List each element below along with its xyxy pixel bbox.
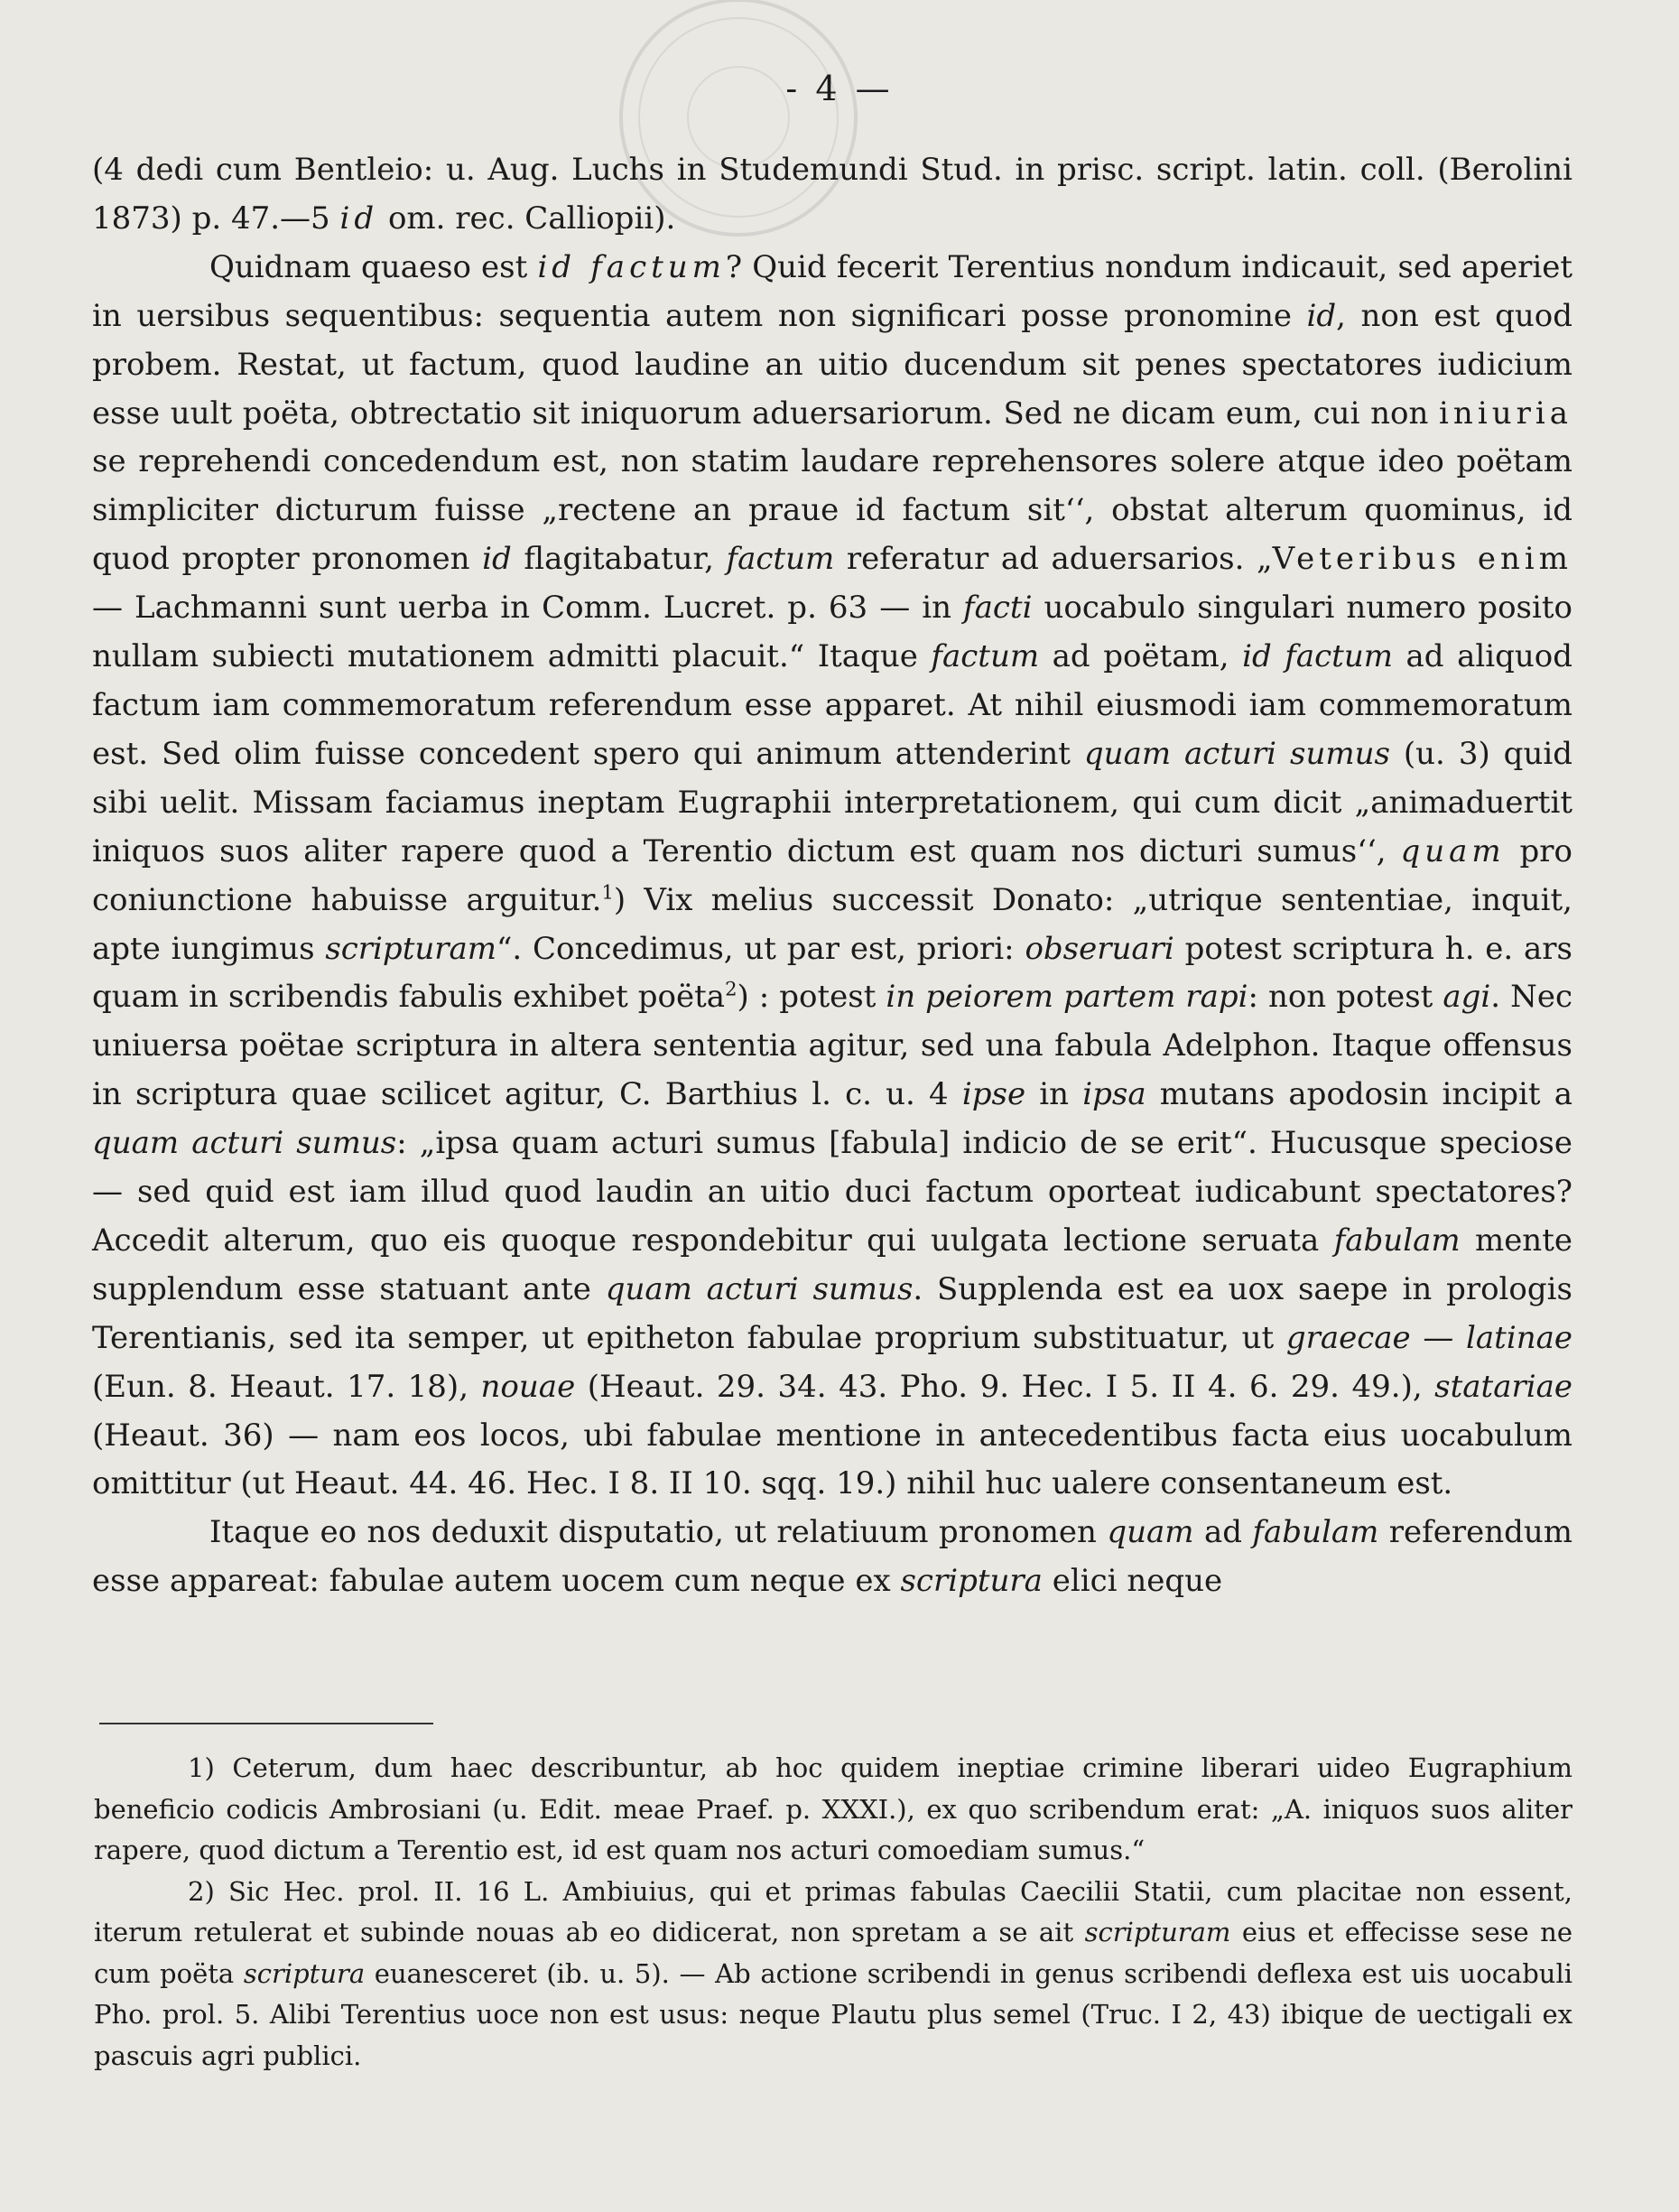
main-text	[92, 146, 1572, 1606]
paragraph-discussion: Quidnam quaeso est id factum? Quid fecerit Terentius nondum indicauit, sed aperiet in uersibus sequentibus: sequentia autem non significari posse pronomine id, non est quod probem. Restat, ut factum, quod laudine an uitio ducendum sit penes spectatores iudicium esse uult poëta, obtrectatio sit iniquorum aduersariorum. Sed ne dicam eum, cui non iniuria se reprehendi concedendum est, non statim laudare reprehensores solere atque ideo poëtam simpliciter dicturum fuisse „rectene an praue id factum sit‘‘, obstat alterum quominus, id quod propter pronomen id flagitabatur, factum referatur ad aduersarios. „Veteribus enim — Lachmanni sunt uerba in Comm. Lucret. p. 63 — in facti uocabulo singulari numero posito nullam subiecti mutationem admitti placuit.“ Itaque factum ad poëtam, id factum ad aliquod factum iam commemoratum referendum esse apparet. At nihil eiusmodi iam commemoratum est. Sed olim fuisse concedent spero qui animum attenderint quam acturi sumus (u. 3) quid sibi uelit. Missam faciamus ineptam Eugraphii interpretationem, qui cum dicit „animaduertit iniquos suos aliter rapere quod a Terentio dictum est quam nos dicturi sumus‘‘, quam pro coniunctione habuisse arguitur.$^1$) Vix melius successit Donato: „utrique sententiae, inquit, apte iungimus scripturam“. Concedimus, ut par est, priori: obseruari potest scriptura h. e. ars quam in scribendis fabulis exhibet poëta$^2$) : potest in peiorem partem rapi: non potest agi. Nec uniuersa poëtae scriptura in altera sententia agitur, sed una fabula Adelphon. Itaque offensus in scriptura quae scilicet agitur, C. Barthius l. c. u. 4 ipse in ipsa mutans apodosin incipit a quam acturi sumus: „ipsa quam acturi sumus [fabula] indicio de se erit“. Hucusque speciose — sed quid est iam illud quod laudin an uitio duci factum oporteat iudicabunt spectatores? Accedit alterum, quo eis quoque respondebitur qui uulgata lectione seruata fabulam mente supplendum esse statuant ante quam acturi sumus. Supplenda est ea uox saepe in prologis Terentianis, sed ita semper, ut epitheton fabulae proprium substituatur, ut graecae — latinae (Eun. 8. Heaut. 17. 18), nouae (Heaut. 29. 34. 43. Pho. 9. Hec. I 5. II 4. 6. 29. 49.), statariae (Heaut. 36) — nam eos locos, ubi fabulae mentione in antecedentibus facta eius uocabulum omittitur (ut Heaut. 44. 46. Hec. I 8. II 10. sqq. 19.) nihil huc ualere consentaneum est.	[92, 248, 1573, 1502]
page-number: - 4 —	[785, 69, 894, 108]
footnote-1: 1) Ceterum, dum haec describuntur, ab hoc quidem ineptiae crimine liberari uideo Eugraphium beneficio codicis Ambrosiani (u. Edit. meae Praef. p. XXXI.), ex quo scribendum erat: „A. iniquos suos aliter rapere, quod dictum a Terentio est, id est quam nos acturi comoediam sumus.“	[94, 1752, 1572, 1865]
footnote-divider	[99, 1723, 433, 1724]
footnote-2: 2) Sic Hec. prol. II. 16 L. Ambiuius, qui et primas fabulas Caecilii Statii, cum placitae non essent, iterum retulerat et subinde nouas ab eo didicerat, non spretam a se ait scripturam eius et effecisse sese ne cum poëta scriptura euanesceret (ib. u. 5). — Ab actione scribendi in genus scribendi deflexa est uis uocabuli Pho. prol. 5. Alibi Terentius uoce non est usus: neque Plautu plus semel (Truc. I 2, 43) ibique de uectigali ex pascuis agri publici.	[94, 1875, 1573, 2071]
paragraph-critical-note: (4 dedi cum Bentleio: u. Aug. Luchs in Studemundi Stud. in prisc. script. latin. coll. (Berolini 1873) p. 47.—5 id om. rec. Calliopii).	[92, 152, 1572, 237]
paragraph-conclusion: Itaque eo nos deduxit disputatio, ut relatiuum pronomen quam ad fabulam referendum esse appareat: fabulae autem uocem cum neque ex scriptura elici neque	[92, 1514, 1572, 1600]
footnotes	[94, 1748, 1572, 2077]
